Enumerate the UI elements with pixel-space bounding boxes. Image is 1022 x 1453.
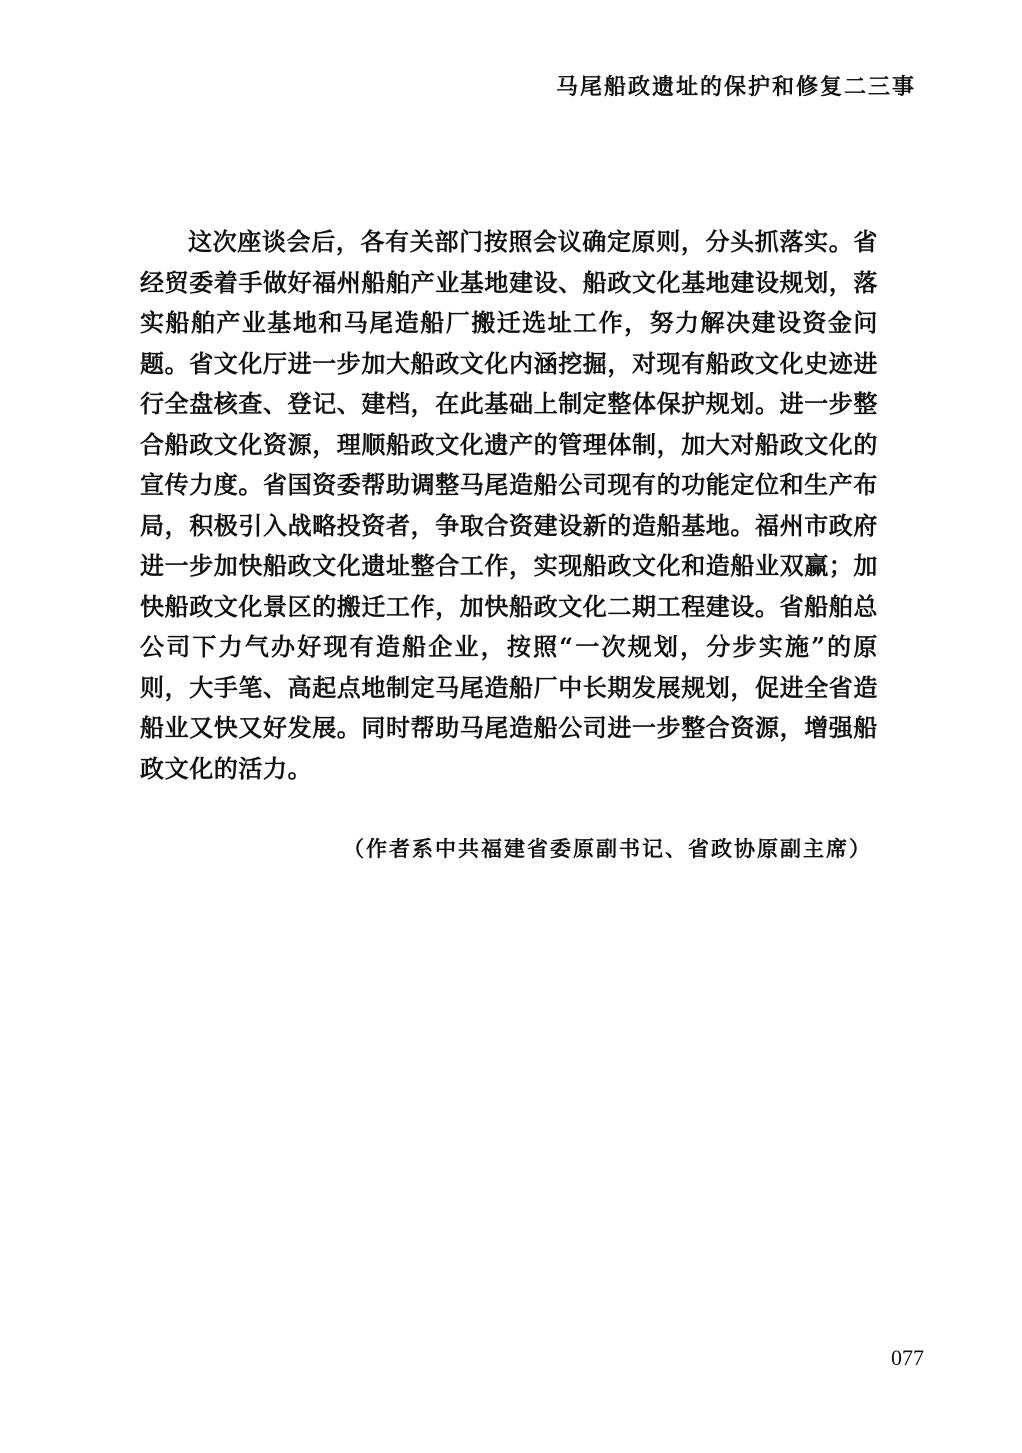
body-paragraph: 这次座谈会后，各有关部门按照会议确定原则，分头抓落实。省经贸委着手做好福州船舶产业基地建设、船政文化基地建设规划，落实船舶产业基地和马尾造船厂搬迁选址工作，努力解决建设资金问题。省文化厅进一步加大船政文化内涵挖掘，对现有船政文化史迹进行全盘核查、登记、建档，在此基础上制定整体保护规划。进一步整合船政文化资源，理顺船政文化遗产的管理体制，加大对船政文化的宣传力度。省国资委帮助调整马尾造船公司现有的功能定位和生产布局，积极引入战略投资者，争取合资建设新的造船基地。福州市政府进一步加快船政文化遗址整合工作，实现船政文化和造船业双赢；加快船政文化景区的搬迁工作，加快船政文化二期工程建设。省船舶总公司下力气办好现有造船企业，按照“一次规划，分步实施”的原则，大手笔、高起点地制定马尾造船厂中长期发展规划，促进全省造船业又快又好发展。同时帮助马尾造船公司进一步整合资源，增强船政文化的活力。 (140, 227, 878, 783)
page-number: 077 (891, 1345, 924, 1370)
running-header-title: 马尾船政遗址的保护和修复二三事 (555, 74, 916, 100)
header-divider (136, 112, 922, 113)
author-note: （作者系中共福建省委原副书记、省政协原副主席） (343, 836, 872, 861)
